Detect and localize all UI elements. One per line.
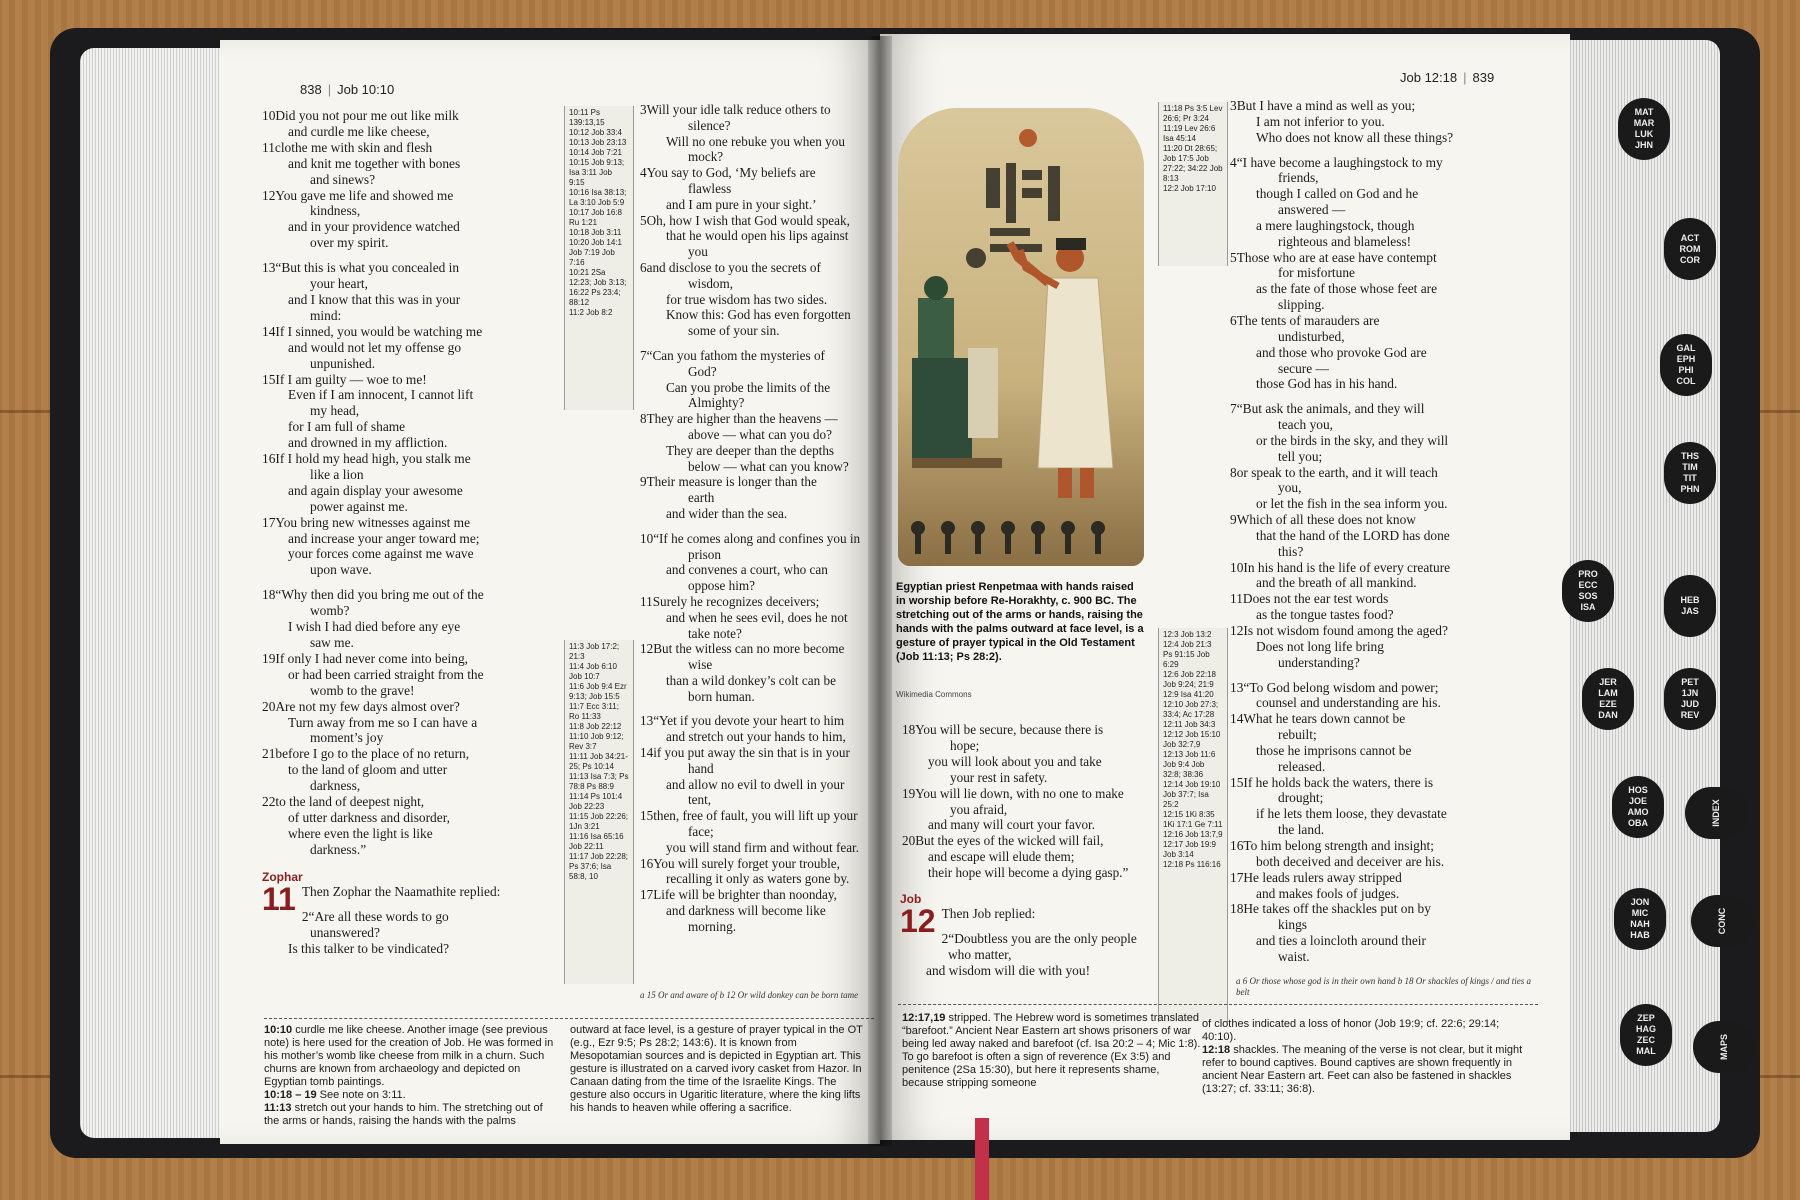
verse-line: and drowned in my affliction.	[288, 435, 448, 451]
verse-line: and would not let my offense go	[288, 339, 462, 355]
verse-line: mock?	[688, 149, 724, 165]
verse-line: your rest in safety.	[950, 769, 1048, 785]
verse-line: 16If I hold my head high, you stalk me	[262, 451, 471, 467]
chapter-text	[900, 903, 1150, 979]
verse-line: kindness,	[310, 203, 361, 219]
verse-line: I am not inferior to you.	[1256, 113, 1385, 129]
verse-line: 4You say to God, ‘My beliefs are	[640, 165, 816, 181]
verse-line: and stretch out your hands to him,	[666, 729, 846, 745]
verse-line: for misfortune	[1278, 265, 1355, 281]
verse-line: morning.	[688, 918, 736, 934]
verse-line: Who does not know all these things?	[1256, 129, 1454, 145]
verse-line: righteous and blameless!	[1278, 233, 1412, 249]
study-note	[902, 1012, 1202, 1090]
thumb-tab-label: PHN	[1680, 484, 1700, 494]
verse-line: 6The tents of marauders are	[1230, 312, 1380, 328]
verse-line: this?	[1278, 543, 1304, 559]
thumb-tab-label: SOS	[1578, 591, 1598, 601]
thumb-tab-act[interactable]	[1664, 218, 1716, 280]
chapter-text	[262, 881, 502, 957]
thumb-tab-label: CONC	[1716, 907, 1727, 935]
thumb-tab-label: EZE	[1599, 699, 1617, 709]
chapter-number: 12	[900, 903, 936, 939]
verse-line: 15If I am guilty — woe to me!	[262, 371, 427, 387]
study-note-text: curdle me like cheese. Another image (see previous note) is here used for the creation of Job. He was formed in his mother’s womb like cheese from milk in a churn. Such churns are known from archaeology and depicted on Egyptian tomb paintings.	[264, 1024, 554, 1088]
thumb-tab-label: DAN	[1598, 710, 1618, 720]
footnotes-left: a 15 Or and aware of b 12 Or wild donkey can be born tame	[640, 990, 859, 1000]
verse-line: 7“Can you fathom the mysteries of	[640, 347, 825, 363]
study-notes-col2	[1202, 1018, 1532, 1096]
verse-line: 18“Why then did you bring me out of the	[262, 587, 484, 603]
verse-line: 7“But ask the animals, and they will	[1230, 401, 1425, 417]
verse-line: 6and disclose to you the secrets of	[640, 259, 821, 275]
thumb-tab-label: JOE	[1628, 796, 1647, 806]
thumb-tab-label: HEB	[1680, 595, 1700, 605]
study-notes-col1	[902, 1012, 1202, 1090]
chapter-number: 11	[262, 881, 296, 917]
verse-line: secure —	[1278, 360, 1329, 376]
verse-line: Then Job replied:	[941, 906, 1036, 921]
verse-line: that he would open his lips against	[666, 228, 849, 244]
study-note-text: of clothes indicated a loss of honor (Job 19:9; cf. 22:6; 29:14; 40:10).	[1202, 1018, 1500, 1043]
thumb-tab-label: PHI	[1678, 365, 1694, 375]
verse-line: 14If I sinned, you would be watching me	[262, 323, 483, 339]
thumb-tab-maps[interactable]	[1693, 1021, 1755, 1073]
verse-line: 19You will lie down, with no one to make	[902, 785, 1124, 801]
study-note-ref: 10:18 – 19	[264, 1089, 320, 1101]
verse-line: 16You will surely forget your trouble,	[640, 855, 840, 871]
verse-line: 9Their measure is longer than the	[640, 474, 817, 490]
verse-line: and wisdom will die with you!	[926, 962, 1091, 978]
thumb-tab-jon[interactable]	[1614, 888, 1666, 950]
thumb-tab-index[interactable]	[1685, 787, 1747, 839]
verse-line	[1230, 392, 1530, 401]
thumb-tab-label: JER	[1599, 677, 1617, 687]
verse-line: 3But I have a mind as well as you;	[1230, 98, 1416, 113]
verse-line: those he imprisons cannot be	[1256, 742, 1412, 758]
verse-line: tent,	[688, 792, 712, 808]
verse-line: and many will court your favor.	[928, 817, 1096, 833]
verse-line: take note?	[688, 625, 742, 641]
image-credit: Wikimedia Commons	[896, 690, 972, 699]
verse-line: moment’s joy	[310, 730, 384, 746]
verse-line: and convenes a court, who can	[666, 562, 828, 578]
verse-line: slipping.	[1278, 297, 1325, 313]
thumb-tab-label: JHN	[1634, 140, 1653, 150]
verse-line: They are deeper than the depths	[666, 442, 835, 458]
study-note	[1202, 1044, 1532, 1096]
verse-line: some of your sin.	[688, 323, 780, 339]
thumb-tab-label: HAG	[1636, 1024, 1656, 1034]
thumb-tab-label: REV	[1680, 710, 1700, 720]
verse-line: womb to the grave!	[310, 682, 415, 698]
verse-line: your forces come against me wave	[288, 546, 474, 562]
cross-references-top: 11:18 Ps 3:5 Lev 26:6; Pr 3:24 11:19 Lev 26:6 Isa 45:14 11:20 Dt 28:65; Job 17:5 Job 27:22; 34:22 Job 8:13 12:2 Job 17:10	[1158, 102, 1228, 266]
verse-line: 15If he holds back the waters, there is	[1230, 774, 1434, 790]
verse-line: and the breath of all mankind.	[1256, 575, 1417, 591]
verse-line: unanswered?	[310, 924, 380, 940]
thumb-tab-label: ROM	[1679, 243, 1701, 254]
verse-line: though I called on God and he	[1256, 186, 1419, 202]
thumb-tab-label: HAB	[1630, 930, 1650, 940]
right-column-2	[1230, 98, 1530, 965]
verse-line	[640, 522, 875, 531]
left-column-1	[262, 108, 502, 858]
verse-line: tell you;	[1278, 448, 1323, 464]
verse-line: above — what can you do?	[688, 426, 832, 442]
verse-line: wise	[688, 657, 713, 673]
verse-line: or let the fish in the sea inform you.	[1256, 496, 1448, 512]
thumb-tab-label: COR	[1680, 254, 1700, 265]
verse-line	[1230, 146, 1530, 155]
verse-line: flawless	[688, 180, 732, 196]
verse-line: my head,	[310, 403, 360, 419]
page-number: 839	[1472, 70, 1495, 85]
thumb-tab-conc[interactable]	[1691, 895, 1753, 947]
verse-line: and darkness will become like	[666, 903, 826, 919]
verse-line: 2“Doubtless you are the only people	[941, 930, 1137, 946]
thumb-tab-label: THS	[1681, 451, 1699, 461]
verse-line: 2“Are all these words to go	[301, 908, 449, 924]
verse-line: unpunished.	[310, 355, 376, 371]
thumb-tab-label: INDEX	[1710, 799, 1721, 827]
thumb-tab-label: OBA	[1628, 818, 1648, 828]
verse-line: and in your providence watched	[288, 219, 460, 235]
verse-line: and makes fools of judges.	[1256, 885, 1400, 901]
thumb-tab-label: LAM	[1598, 688, 1618, 698]
thumb-tab-label: PET	[1681, 677, 1699, 687]
verse-line: of utter darkness and disorder,	[288, 809, 450, 825]
verse-line	[262, 900, 502, 909]
egyptian-stela-image	[898, 108, 1144, 566]
verse-line: you,	[1278, 480, 1302, 496]
verse-line: kings	[1278, 917, 1308, 933]
thumb-tab-label: PRO	[1578, 569, 1598, 579]
right-column-1	[902, 722, 1152, 881]
verse-line: over my spirit.	[310, 235, 389, 251]
verse-line: Does not long life bring	[1256, 638, 1384, 654]
verse-line: 5Oh, how I wish that God would speak,	[640, 212, 850, 228]
verse-line: or the birds in the sky, and they will	[1256, 432, 1449, 448]
thumb-tab-label: JON	[1630, 897, 1650, 907]
verse-line: answered —	[1278, 202, 1346, 218]
study-note	[1202, 1018, 1532, 1044]
thumb-tab-label: 1JN	[1681, 688, 1699, 698]
thumb-tab-label: HOS	[1628, 785, 1648, 795]
study-note-text: stretch out your hands to him. The stretching out of the arms or hands, raising the hands with the palms	[264, 1102, 543, 1127]
verse-line: and escape will elude them;	[928, 849, 1075, 865]
image-caption: Egyptian priest Renpetmaa with hands raised in worship before Re-Horakhty, c. 900 BC. The stretching out of the arms or hands, raising the hands with the palms outward at face level, is a gesture of prayer typical in the Old Testament (Job 11:13; Ps 28:2).	[896, 581, 1144, 663]
verse-line: you will stand firm and without fear.	[666, 839, 860, 855]
verse-line: 3Will your idle talk reduce others to	[640, 102, 831, 117]
thumb-tab-label: EPH	[1676, 354, 1696, 364]
thumb-tab-ths[interactable]	[1664, 442, 1716, 504]
verse-line: 14if you put away the sin that is in your	[640, 745, 850, 761]
study-notes-divider	[264, 1018, 874, 1019]
verse-line: and knit me together with bones	[288, 155, 461, 171]
verse-line: or had been carried straight from the	[288, 666, 484, 682]
left-page	[220, 40, 880, 1144]
verse-line: 13“Yet if you devote your heart to him	[640, 713, 845, 729]
running-head-ref: Job 12:18	[1400, 70, 1458, 85]
verse-line: 12You gave me life and showed me	[262, 187, 454, 203]
verse-line: and ties a loincloth around their	[1256, 933, 1426, 949]
thumb-tab-label: JUD	[1680, 699, 1699, 709]
verse-line: understanding?	[1278, 654, 1360, 670]
verse-line: hand	[688, 760, 714, 776]
verse-line: mind:	[310, 307, 342, 323]
verse-line: born human.	[688, 688, 755, 704]
verse-line: 11Does not the ear test words	[1230, 591, 1389, 607]
verse-line: and again display your awesome	[288, 482, 463, 498]
verse-line: 17You bring new witnesses against me	[262, 514, 471, 530]
verse-line: those God has in his hand.	[1256, 376, 1398, 392]
verse-line: 18You will be secure, because there is	[902, 722, 1104, 737]
study-note-ref: 11:13	[264, 1102, 295, 1114]
thumb-tab-label: MIC	[1631, 908, 1649, 918]
study-note-text: stripped. The Hebrew word is sometimes translated “barefoot.” Ancient Near Eastern art shows prisoners of war being led away naked and barefoot (cf. Isa 20:2 – 4; Mic 1:8). To go barefoot is often a sign of reverence (Ex 3:5) and penitence (2Sa 15:30), but here it represents shame, because stripping someone	[902, 1012, 1201, 1089]
verse-line: your heart,	[310, 276, 369, 292]
thumb-tab-label: ISA	[1580, 602, 1596, 612]
study-notes-col2: outward at face level, is a gesture of prayer typical in the OT (e.g., Ezr 9:5; Ps 28:2; 143:6). It is known from Mesopotamian sources and is depicted in Egyptian art. This gesture is illustrated on a carved ivory casket from Hazor. In Canaan dating from the time of the Israelite Kings. The gesture also occurs in Ugaritic literature, where the king lifts his hands to heaven while offering a sacrifice.	[570, 1024, 863, 1114]
page-number: 838	[300, 82, 322, 97]
verse-line: rebuilt;	[1278, 727, 1317, 743]
verse-line	[640, 339, 875, 348]
verse-line: 15then, free of fault, you will lift up your	[640, 808, 858, 824]
verse-line: and sinews?	[310, 171, 376, 187]
verse-line: and curdle me like cheese,	[288, 123, 430, 139]
study-note-ref: 10:10	[264, 1024, 296, 1036]
zophar-section	[262, 870, 502, 957]
thumb-tab-label: ZEC	[1637, 1035, 1655, 1045]
study-note-text: shackles. The meaning of the verse is not clear, but it might refer to bound captives. Bound captives are shown frequently in ancient Near Eastern art. Feet can also be fastened in shackles (13:27; cf. 33:11; 36:8).	[1202, 1044, 1523, 1095]
verse-line: 19If only I had never come into being,	[262, 650, 469, 666]
study-note-ref: 12:18	[1202, 1044, 1234, 1056]
verse-line: as the tongue tastes food?	[1256, 607, 1394, 623]
verse-line: friends,	[1278, 170, 1319, 186]
verse-line	[640, 704, 875, 713]
section-heading: Job	[900, 892, 922, 906]
cross-references-bottom: 11:3 Job 17:2; 21:3 11:4 Job 6:10 Job 10:7 11:6 Job 9:4 Ezr 9:13; Job 15:5 11:7 Ecc 3:11; Ro 11:33 11:8 Job 22:12 11:10 Job 9:12; Rev 3:7 11:11 Job 34:21-25; Ps 10:14 11:13 Isa 7:3; Ps 78:8 Ps 88:9 11:14 Ps 101:4 Job 22:23 11:15 Job 22:26; 1Jn 3:21 11:16 Isa 65:16 Job 22:11 11:17 Job 22:28; Ps 37:6; Isa 58:8, 10	[564, 640, 634, 984]
thumb-tab-pro[interactable]	[1562, 560, 1614, 622]
verse-line: both deceived and deceiver are his.	[1256, 853, 1445, 869]
verse-line: that the hand of the LORD has done	[1256, 527, 1450, 543]
verse-line: saw me.	[310, 635, 354, 650]
running-head-right: Job 12:18 | 839	[1400, 70, 1495, 85]
stela-illustration	[898, 108, 1144, 566]
thumb-tab-jer[interactable]	[1582, 668, 1634, 730]
verse-line: Even if I am innocent, I cannot lift	[288, 387, 474, 403]
verse-line: for true wisdom has two sides.	[666, 291, 828, 307]
verse-line: and I am pure in your sight.’	[666, 196, 817, 212]
thumb-tab-label: NAH	[1630, 919, 1650, 929]
verse-line: 17Life will be brighter than noonday,	[640, 887, 837, 903]
footnotes-right: a 6 Or those whose god is in their own hand b 18 Or shackles of kings / and ties a belt	[1236, 976, 1531, 997]
verse-line	[262, 251, 502, 260]
verse-line: undisturbed,	[1278, 328, 1345, 344]
study-notes-col1	[264, 1024, 554, 1128]
verse-line: 13“To God belong wisdom and power;	[1230, 679, 1439, 695]
thumb-tab-hos[interactable]	[1612, 776, 1664, 838]
verse-line: 20But the eyes of the wicked will fail,	[902, 833, 1104, 849]
verse-line: darkness.”	[310, 841, 367, 857]
verse-line: earth	[688, 490, 715, 506]
study-note-ref: 12:17,19	[902, 1012, 949, 1024]
verse-line	[900, 922, 1150, 931]
verse-line: Almighty?	[688, 395, 745, 411]
verse-line: 4“I have become a laughingstock to my	[1230, 154, 1443, 170]
verse-line: 9Which of all these does not know	[1230, 512, 1416, 528]
verse-line: recalling it only as waters gone by.	[666, 871, 850, 887]
verse-line: 5Those who are at ease have contempt	[1230, 249, 1437, 265]
verse-line: womb?	[310, 603, 350, 619]
verse-line: 12Is not wisdom found among the aged?	[1230, 623, 1448, 638]
thumb-tab-label: TIM	[1682, 462, 1698, 472]
thumb-tab-label: MAPS	[1718, 1034, 1729, 1061]
thumb-tab-label: AMO	[1627, 807, 1649, 817]
job-section	[900, 892, 1150, 979]
study-note	[264, 1102, 554, 1128]
verse-line: Turn away from me so I can have a	[288, 714, 478, 730]
study-notes-divider	[898, 1004, 1538, 1005]
verse-line: drought;	[1278, 790, 1324, 806]
verse-line: 11Surely he recognizes deceivers;	[640, 593, 820, 609]
verse-line: like a lion	[310, 466, 364, 482]
study-note-text: See note on 3:11.	[319, 1089, 406, 1101]
verse-line: 8They are higher than the heavens —	[640, 411, 838, 427]
verse-line: upon wave.	[310, 562, 372, 578]
verse-line: 16To him belong strength and insight;	[1230, 837, 1434, 853]
verse-line: you afraid,	[950, 801, 1008, 817]
cross-references-bottom: 12:3 Job 13:2 12:4 Job 21:3 Ps 91:15 Job 6:29 12:6 Job 22:18 Job 9:24; 21:9 12:9 Isa 41:20 12:10 Job 27:3; 33:4; Ac 17:28 12:11 Job 34:3 12:12 Job 15:10 Job 32:7,9 12:13 Job 11:6 Job 9:4 Job 32:8; 38:36 12:14 Job 19:10 Job 37:7; Isa 25:2 12:15 1Ki 8:35 1Ki 17:1 Ge 7:11 12:16 Job 13:7,9 12:17 Job 19:9 Job 3:14 12:18 Ps 116:16	[1158, 628, 1228, 1022]
verse-line: prison	[688, 546, 721, 562]
verse-line: I wish I had died before any eye	[288, 619, 461, 635]
verse-line: God?	[688, 363, 717, 379]
verse-line: 14What he tears down cannot be	[1230, 711, 1406, 727]
ribbon-marker	[975, 1118, 989, 1200]
verse-line: oppose him?	[688, 578, 756, 594]
thumb-tab-label: JAS	[1681, 606, 1699, 616]
verse-line: who matter,	[948, 946, 1012, 962]
verse-line: the land.	[1278, 822, 1325, 838]
cross-references-top: 10:11 Ps 139:13,15 10:12 Job 33:4 10:13 Job 23:13 10:14 Job 7:21 10:15 Job 9:13; Isa 3:11 Job 9:15 10:16 Isa 38:13; La 3:10 Job 5:9 10:17 Job 16:8 Ru 1:21 10:18 Job 3:11 10:20 Job 14:1 Job 7:19 Job 7:16 10:21 2Sa 12:23; Job 3:13; 16:22 Ps 23:4; 88:12 11:2 Job 8:2	[564, 106, 634, 410]
verse-line: 13“But this is what you concealed in	[262, 260, 460, 276]
verse-line: their hope will become a dying gasp.”	[928, 865, 1129, 881]
verse-line: 10Did you not pour me out like milk	[262, 108, 459, 123]
book-gutter	[868, 36, 892, 1146]
verse-line: 17He leads rulers away stripped	[1230, 869, 1402, 885]
verse-line: Can you probe the limits of the	[666, 379, 831, 395]
running-head-left: 838 | Job 10:10	[300, 82, 395, 97]
thumb-tab-label: ACT	[1680, 232, 1700, 243]
thumb-tab-zep[interactable]	[1620, 1004, 1672, 1066]
verse-line: and when he sees evil, does he not	[666, 609, 848, 625]
verse-line: silence?	[688, 117, 731, 133]
verse-line: 8or speak to the earth, and it will teach	[1230, 464, 1438, 480]
verse-line: where even the light is like	[288, 825, 433, 841]
verse-line: 10In his hand is the life of every creature	[1230, 559, 1451, 575]
verse-line: Know this: God has even forgotten	[666, 307, 851, 323]
study-note	[264, 1089, 554, 1102]
verse-line: and allow no evil to dwell in your	[666, 776, 845, 792]
thumb-tab-gal[interactable]	[1660, 334, 1712, 396]
thumb-tab-label: MAR	[1633, 118, 1655, 128]
thumb-tab-label: COL	[1676, 376, 1696, 386]
verse-line: teach you,	[1278, 417, 1334, 433]
verse-line: as the fate of those whose feet are	[1256, 281, 1438, 297]
thumb-tab-pet[interactable]	[1664, 668, 1716, 730]
thumb-tab-heb[interactable]	[1664, 575, 1716, 637]
verse-line: to the land of gloom and utter	[288, 762, 448, 778]
verse-line: 11clothe me with skin and flesh	[262, 139, 433, 155]
verse-line: you	[688, 244, 708, 260]
thumb-tab-mat[interactable]	[1618, 98, 1670, 160]
verse-line: 22to the land of deepest night,	[262, 794, 425, 810]
verse-line: 21before I go to the place of no return,	[262, 746, 470, 762]
verse-line: 18He takes off the shackles put on by	[1230, 901, 1431, 917]
verse-line: you will look about you and take	[928, 753, 1102, 769]
section-heading: Zophar	[262, 870, 303, 884]
verse-line	[262, 578, 502, 587]
verse-line: if he lets them loose, they devastate	[1256, 806, 1447, 822]
study-note	[264, 1024, 554, 1089]
verse-line: waist.	[1278, 948, 1310, 964]
verse-line: below — what can you know?	[688, 458, 849, 474]
thumb-tab-label: MAT	[1634, 107, 1654, 117]
thumb-tab-label: TIT	[1683, 473, 1697, 483]
verse-line: counsel and understanding are his.	[1256, 695, 1441, 711]
verse-line: 10“If he comes along and confines you in	[640, 530, 861, 546]
verse-line: face;	[688, 824, 714, 840]
verse-line	[1230, 671, 1530, 680]
verse-line: Then Zophar the Naamathite replied:	[301, 884, 501, 899]
running-head-ref: Job 10:10	[337, 82, 395, 97]
verse-line: and I know that this was in your	[288, 291, 461, 307]
thumb-tab-label: ZEP	[1637, 1013, 1655, 1023]
verse-line: power against me.	[310, 498, 408, 514]
thumb-tab-label: ECC	[1578, 580, 1598, 590]
verse-line: released.	[1278, 758, 1326, 774]
verse-line: 12But the witless can no more become	[640, 641, 845, 657]
verse-line: Is this talker to be vindicated?	[288, 940, 450, 956]
verse-line: and increase your anger toward me;	[288, 530, 480, 546]
verse-line: and wider than the sea.	[666, 505, 788, 521]
verse-line: hope;	[950, 737, 980, 753]
verse-line: 20Are not my few days almost over?	[262, 698, 460, 714]
thumb-tab-label: MAL	[1636, 1046, 1656, 1056]
verse-line: darkness,	[310, 778, 361, 794]
verse-line: for I am full of shame	[288, 419, 406, 435]
verse-line: than a wild donkey’s colt can be	[666, 672, 836, 688]
thumb-tab-label: GAL	[1676, 343, 1696, 353]
verse-line: and those who provoke God are	[1256, 344, 1427, 360]
left-column-2	[640, 102, 875, 935]
left-page-edges	[80, 48, 230, 1138]
verse-line: Will no one rebuke you when you	[666, 133, 845, 149]
verse-line: wisdom,	[688, 275, 734, 291]
thumb-tab-label: LUK	[1634, 129, 1654, 139]
verse-line: a mere laughingstock, though	[1256, 217, 1415, 233]
